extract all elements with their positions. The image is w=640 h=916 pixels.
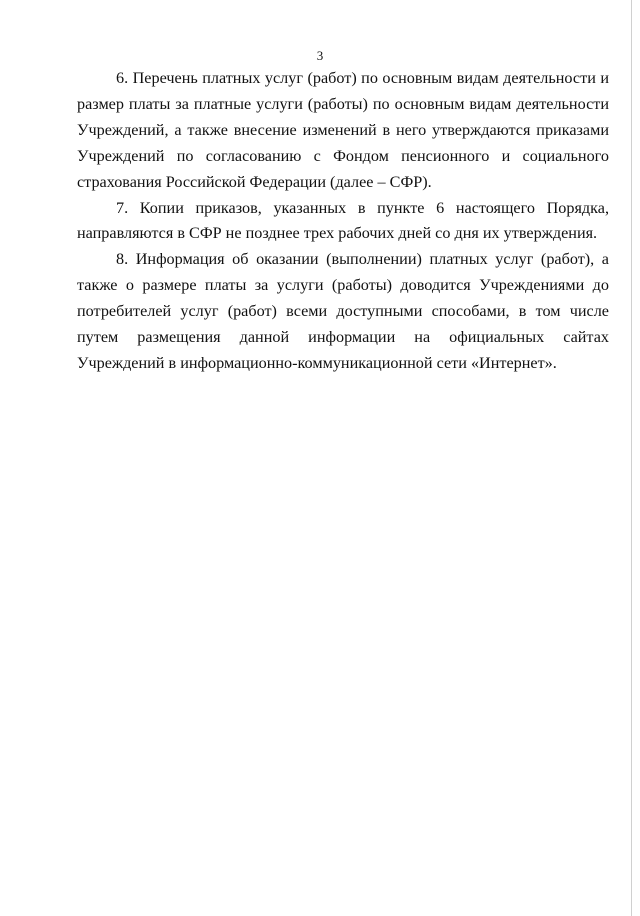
paragraph-6: 6. Перечень платных услуг (работ) по основным видам деятельности и размер платы за платные услуги (работы) по основным видам деятельности Учреждений, а также внесение изменений в него утверждаются приказами Учреждений по согласованию с Фондом пенсионного и социального страхования Российской Федерации (далее – СФР). bbox=[77, 69, 609, 191]
page-edge bbox=[631, 0, 632, 916]
page-number: 3 bbox=[316, 48, 324, 63]
paragraph-7: 7. Копии приказов, указанных в пункте 6 настоящего Порядка, направляются в СФР не позднее трех рабочих дней со дня их утверждения. bbox=[77, 198, 609, 243]
paragraph-8: 8. Информация об оказании (выполнении) платных услуг (работ), а также о размере платы за услуги (работы) доводится Учреждениями до потребителей услуг (работ) всеми доступными способами, в том числе путем размещения данной информации на официальных сайтах Учреждений в информационно-коммуникационной сети «Интернет». bbox=[77, 250, 609, 372]
document-body bbox=[77, 66, 609, 377]
